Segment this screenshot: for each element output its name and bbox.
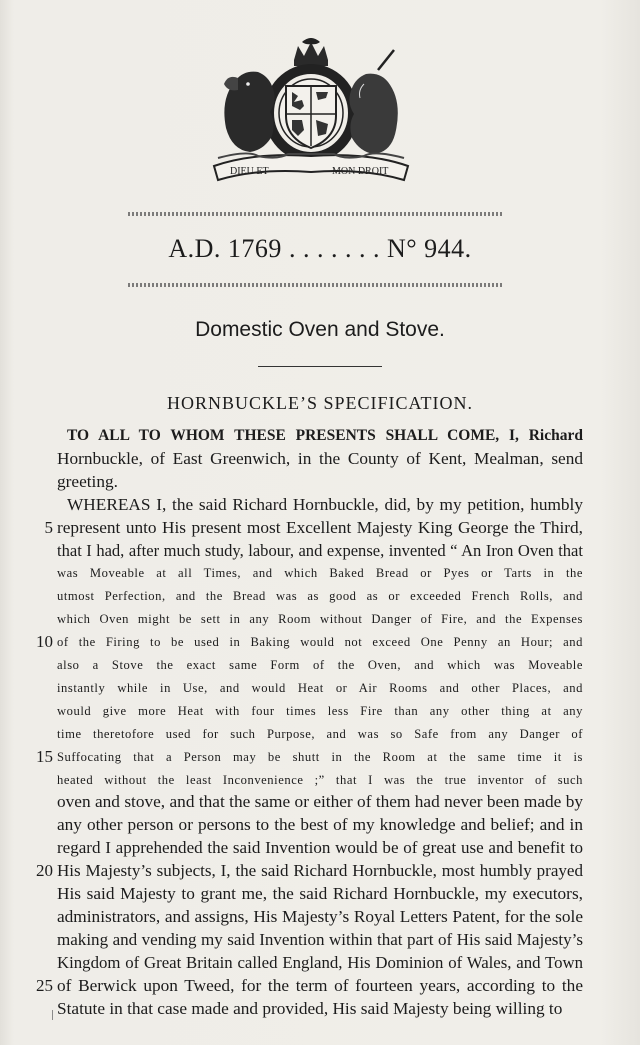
body-text-line: WHEREAS I, the said Richard Hornbuckle, did, by my petition, humbly: [67, 495, 583, 514]
body-text-line: Hornbuckle, of East Greenwich, in the County of Kent, Mealman, send: [57, 449, 583, 468]
body-text-line: would give more Heat with four times less Fire than any other thing at any: [57, 704, 583, 718]
scan-mark: [52, 1010, 53, 1020]
leader-dots: . . . . . . .: [288, 234, 380, 263]
body-text-line: of Berwick upon Tweed, for the term of fourteen years, according to the: [57, 976, 583, 995]
line-number: 20: [36, 861, 53, 880]
decorative-rule-top: [128, 212, 504, 216]
body-text-line: His said Majesty to grant me, the said Richard Hornbuckle, my executors,: [57, 884, 583, 903]
ad-label: A.D. 1769: [168, 234, 282, 263]
body-text-line: Suffocating that a Person may be shutt in the Room at the same time it is: [57, 750, 583, 764]
body-text-line: greeting.: [57, 472, 118, 491]
body-text-line: of the Firing to be used in Baking would not exceed One Penny an Hour; and: [57, 635, 583, 649]
body-text-line: instantly while in Use, and would Heat or Air Rooms and other Places, and: [57, 681, 583, 695]
body-text-line: regard I apprehended the said Invention would be of great use and benefit to: [57, 838, 583, 857]
motto-right-text: MON DROIT: [332, 166, 389, 177]
body-text-line: Statute in that case made and provided, His said Majesty being willing to: [57, 999, 563, 1018]
body-text-line: making and vending my said Invention within that part of His said Majesty’s: [57, 930, 583, 949]
body-text-line: heated without the least Inconvenience ;” that I was the true inventor of such: [57, 773, 583, 787]
line-number: 15: [36, 747, 53, 766]
body-text-line: time theretofore used for such Purpose, and was so Safe from any Danger of: [57, 727, 583, 741]
royal-coat-of-arms-icon: [208, 38, 414, 188]
body-text-line: oven and stove, and that the same or either of them had never been made by: [57, 792, 583, 811]
body-text-line: administrators, and assigns, His Majesty’s Royal Letters Patent, for the sole: [57, 907, 583, 926]
body-text-line: any other person or persons to the best of my knowledge and belief; and in: [57, 815, 583, 834]
body-text-line: also a Stove the exact same Form of the Oven, and which was Moveable: [57, 658, 583, 672]
body-text-line: Kingdom of Great Britain called England, His Dominion of Wales, and Town: [57, 953, 583, 972]
body-text-line: represent unto His present most Excellent Majesty King George the Third,: [57, 518, 583, 537]
document-subject-title: Domestic Oven and Stove.: [195, 318, 445, 341]
body-text-line: His Majesty’s subjects, I, the said Richard Hornbuckle, most humbly prayed: [57, 861, 583, 880]
specification-title: HORNBUCKLE’S SPECIFICATION.: [166, 393, 474, 413]
section-divider: [258, 366, 382, 367]
line-number: 25: [36, 976, 53, 995]
body-text-line: utmost Perfection, and the Bread was as good as or exceeded French Rolls, and: [57, 589, 583, 603]
body-text-line: that I had, after much study, labour, and expense, invented “ An Iron Oven that: [57, 541, 583, 560]
patent-number: N° 944.: [386, 234, 472, 263]
body-text-line: was Moveable at all Times, and which Baked Bread or Pyes or Tarts in the: [57, 566, 583, 580]
decorative-rule-bottom: [128, 283, 504, 287]
patent-header-line: [0, 234, 640, 264]
motto-left-text: DIEU ET: [230, 166, 269, 177]
line-number: 5: [44, 518, 53, 537]
body-text-line: which Oven might be sett in any Room without Danger of Fire, and the Expenses: [57, 612, 583, 626]
body-text-line: TO ALL TO WHOM THESE PRESENTS SHALL COME, I, Richard: [67, 427, 583, 444]
line-number: 10: [36, 632, 53, 651]
